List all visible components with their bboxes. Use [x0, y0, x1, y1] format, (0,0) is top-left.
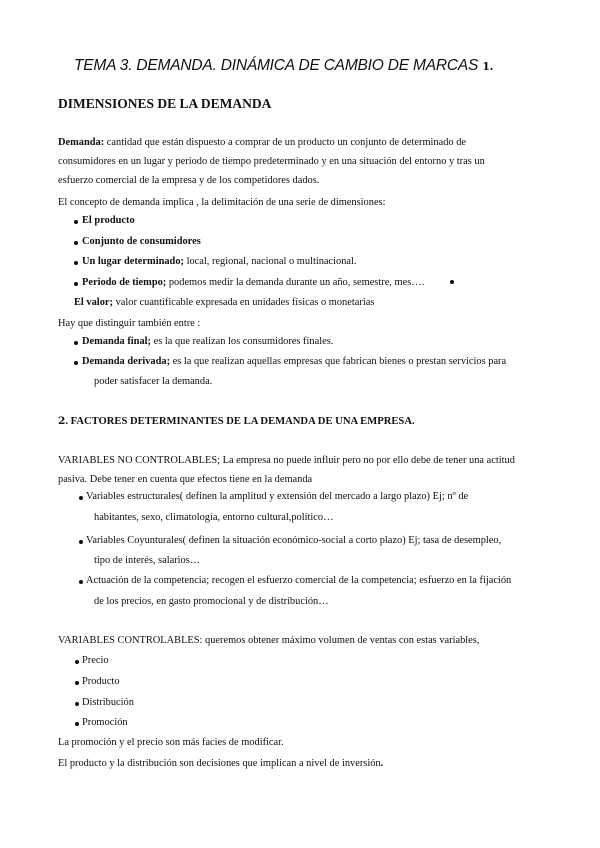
distinguish-paragraph: Hay que distinguir también entre : — [58, 318, 201, 329]
page-title — [74, 57, 493, 75]
dimension-label: Periodo de tiempo; — [82, 277, 167, 288]
bullet-dot — [75, 722, 79, 726]
bullet-dot — [75, 702, 79, 706]
bullet-dot — [74, 241, 78, 245]
demand-derivada-continued: poder satisfacer la demanda. — [94, 376, 213, 387]
dimension-text: valor cuantificable expresada en unidades físicas o monetarias — [112, 297, 375, 308]
variable-coyunturales-line-1: Variables Coyunturales( definen la situación económico-social a corto plazo) Ej; tasa de desempleo, — [86, 535, 502, 546]
section-number: 2 — [58, 415, 66, 427]
dimension-label: El valor; — [74, 297, 113, 308]
bullet-dot — [75, 660, 79, 664]
definition-line-2: consumidores en un lugar y periodo de tiempo predeterminado y en una situación del entorno y tras un — [58, 156, 485, 167]
section-heading-text: . FACTORES DETERMINANTES DE LA DEMANDA DE UNA EMPRESA. — [65, 416, 415, 427]
title-text: TEMA 3. DEMANDA. DINÁMICA DE CAMBIO DE MARCAS — [74, 57, 479, 74]
bullet-dot — [74, 261, 78, 265]
dimension-text: podemos medir la demanda durante un año, semestre, mes…. — [166, 277, 425, 288]
dimension-consumidores — [82, 235, 201, 249]
controlable-precio: Precio — [82, 655, 109, 666]
controlables-intro: VARIABLES CONTROLABLES: queremos obtener máximo volumen de ventas con estas variables, — [58, 635, 480, 646]
demand-text: es la que realizan los consumidores finales. — [151, 336, 334, 347]
variable-coyunturales-line-2: tipo de interés, salarios… — [94, 555, 201, 566]
dimension-text: local, regional, nacional o multinacional. — [183, 256, 357, 267]
bullet-dot — [79, 496, 83, 500]
demand-label: Demanda derivada; — [82, 356, 171, 367]
dimension-label: El producto — [82, 215, 135, 226]
section-heading-factores — [58, 415, 415, 427]
variable-competencia-line-2: de los precios, en gasto promocional y de distribución… — [94, 596, 329, 607]
variable-estructurales-line-1: Variables estructurales( definen la amplitud y extensión del mercado a largo plazo) Ej; nº de — [86, 491, 469, 502]
title-number: 1. — [482, 60, 494, 73]
dimension-valor — [74, 296, 374, 310]
dimension-label: Conjunto de consumidores — [82, 236, 201, 247]
concept-paragraph: El concepto de demanda implica , la delimitación de una serie de dimensiones: — [58, 197, 386, 208]
controlable-producto: Producto — [82, 676, 120, 687]
closing-text: El producto y la distribución son decisiones que implican a nivel de inversión — [58, 758, 381, 769]
controlable-promocion: Promoción — [82, 717, 128, 728]
demand-derivada — [82, 355, 506, 369]
bullet-dot — [75, 681, 79, 685]
dimension-lugar — [82, 255, 357, 269]
no-controlables-line-2: pasiva. Debe tener en cuenta que efectos tiene en la demanda — [58, 474, 313, 485]
section-heading-dimensiones: DIMENSIONES DE LA DEMANDA — [58, 96, 272, 111]
definition-label: Demanda: — [58, 137, 105, 148]
definition-line-1 — [58, 136, 466, 150]
bullet-dot — [74, 341, 78, 345]
no-controlables-line-1: VARIABLES NO CONTROLABLES; La empresa no puede influir pero no por ello debe de tener una actitud — [58, 455, 515, 466]
bullet-dot — [74, 220, 78, 224]
bullet-dot — [79, 580, 83, 584]
demand-final — [82, 335, 333, 349]
dimension-periodo — [82, 276, 424, 290]
variable-estructurales-line-2: habitantes, sexo, climatología, entorno cultural,político… — [94, 512, 334, 523]
controlable-distribucion: Distribución — [82, 697, 134, 708]
bullet-dot — [79, 540, 83, 544]
bullet-dot — [450, 280, 454, 284]
dimension-label: Un lugar determinado; — [82, 256, 184, 267]
definition-line-3: esfuerzo comercial de la empresa y de los competidores dados. — [58, 175, 320, 186]
dimension-producto — [82, 214, 135, 228]
closing-period: . — [380, 758, 384, 769]
closing-paragraph-1: La promoción y el precio son más facies de modificar. — [58, 737, 284, 748]
variable-competencia-line-1: Actuación de la competencia; recogen el esfuerzo comercial de la competencia; esfuerzo en la fijación — [86, 575, 512, 586]
closing-paragraph-2 — [58, 757, 383, 771]
definition-text: cantidad que están dispuesto a comprar de un producto un conjunto de determinado de — [104, 137, 467, 148]
demand-label: Demanda final; — [82, 336, 151, 347]
bullet-dot — [74, 282, 78, 286]
bullet-dot — [74, 361, 78, 365]
demand-text: es la que realizan aquellas empresas que fabrican bienes o prestan servicios para — [170, 356, 507, 367]
